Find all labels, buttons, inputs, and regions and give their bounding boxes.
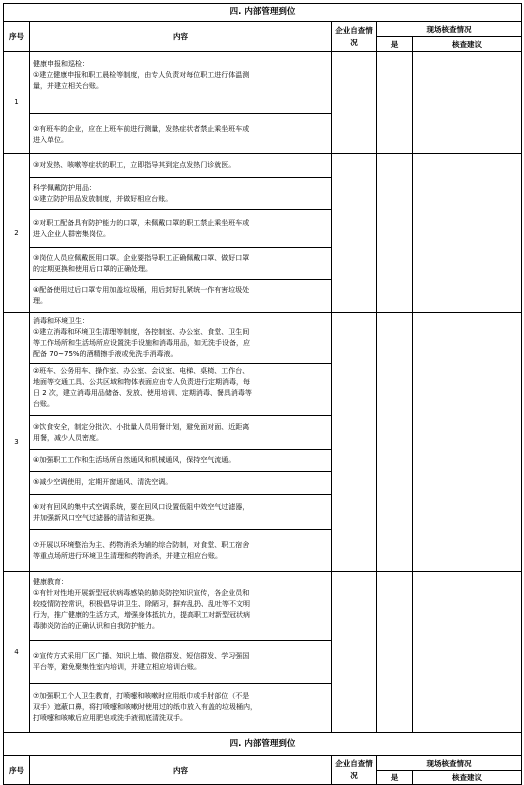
- content-line: 用餐，减少人员密度。: [33, 434, 103, 442]
- content-segment: [30, 684, 331, 732]
- content-segment: [30, 472, 331, 495]
- yes-cell[interactable]: [377, 52, 413, 154]
- content-line: ③对发热、咳嗽等症状的职工，立即指导其到定点发热门诊就医。: [33, 161, 236, 169]
- table-row: [4, 154, 522, 313]
- header-field-check: 现场核查情况: [377, 22, 522, 37]
- row-content: [30, 313, 332, 572]
- content-line: 等工作场所和生活场所应设置洗手设施和消毒用品，如无洗手设备，应: [33, 339, 250, 347]
- content-line: 健康申报和巡检：: [33, 60, 89, 68]
- row-content: [30, 154, 332, 313]
- header-content: 内容: [30, 22, 332, 52]
- content-segment: [30, 364, 331, 416]
- content-line: ⑤减少空调使用，定期开窗通风、清洗空调。: [33, 478, 173, 486]
- repeat-header-seq: 序号: [4, 756, 30, 785]
- header-suggestion: 核查建议: [413, 37, 522, 52]
- header-yes: 是: [377, 37, 413, 52]
- row-seq: 2: [4, 154, 30, 313]
- content-line: ②宣传方式采用厂区广播、知识上墙、微信群发、短信群发、学习强国: [33, 652, 250, 660]
- content-line: 理。: [33, 297, 47, 305]
- content-segment: [30, 416, 331, 450]
- content-line: 打喷嚏和咳嗽后应用肥皂或洗手液彻底清洗双手。: [33, 714, 187, 722]
- content-line: ①建立消毒和环境卫生清理等制度，各控制室、办公室、食堂、卫生间: [33, 328, 250, 336]
- self-check-cell[interactable]: [332, 154, 377, 313]
- content-line: 日 2 次，建立消毒用品储备、发放、使用培训、定期消毒、餐具消毒等: [33, 389, 252, 397]
- repeat-header-field-check: 现场核查情况: [377, 756, 522, 771]
- content-line: ⑥对有回风的集中式空调系统，要在回风口设置低阻中效空气过滤器，: [33, 503, 250, 511]
- repeat-header-yes: 是: [377, 771, 413, 785]
- yes-cell[interactable]: [377, 154, 413, 313]
- content-line: 科学佩戴防护用品：: [33, 184, 96, 192]
- content-line: ③岗位人员应佩戴医用口罩。企业要指导职工正确佩戴口罩、做好口罩: [33, 254, 250, 262]
- content-segment: [30, 114, 331, 153]
- content-line: ①有针对性地开展新型冠状病毒感染的肺炎防控知识宣传，各企业员和: [33, 589, 250, 597]
- content-line: 行为，推广健康的生活方式，增强身体抵抗力，提高职工对新型冠状病: [33, 611, 250, 619]
- content-segment: [30, 572, 331, 641]
- content-line: 的定期更换和使用后口罩的正确处理。: [33, 265, 152, 273]
- content-line: ①建立健康申报和职工晨检等制度，由专人负责对每位职工进行体温测: [33, 71, 250, 79]
- content-line: 较疫情防控常识，积极倡导讲卫生、除陋习，摒弃乱扔、乱吐等不文明: [33, 600, 250, 608]
- content-line: 毒肺炎防治的正确认识和自我防护能力。: [33, 622, 159, 630]
- repeat-header-self-check: 企业自查情况: [332, 756, 377, 785]
- row-content: [30, 572, 332, 733]
- header-self-check: 企业自查情况: [332, 22, 377, 52]
- content-segment: [30, 154, 331, 178]
- content-line: ②有班车的企业，应在上班车前进行测量，发热症状者禁止乘坐班车或: [33, 125, 250, 133]
- suggestion-cell[interactable]: [413, 572, 522, 733]
- row-seq: 4: [4, 572, 30, 733]
- content-line: 消毒和环境卫生：: [33, 317, 89, 325]
- content-line: ②班车、公务用车、操作室、办公室、会议室、电梯、桌椅、工作台、: [33, 367, 250, 375]
- content-line: 等重点场所进行环境卫生清理和药物消杀，并建立相应台账。: [33, 552, 222, 560]
- content-segment: [30, 248, 331, 280]
- row-seq: 1: [4, 52, 30, 154]
- content-segment: [30, 178, 331, 210]
- table-row: [4, 52, 522, 154]
- content-line: 地面等交通工具、公共区域和物体表面应由专人负责进行定期消毒，每: [33, 378, 250, 386]
- row-content: [30, 52, 332, 154]
- content-line: 健康教育：: [33, 578, 68, 586]
- content-segment: [30, 52, 331, 114]
- repeat-header-suggestion: 核查建议: [413, 771, 522, 785]
- suggestion-cell[interactable]: [413, 154, 522, 313]
- self-check-cell[interactable]: [332, 52, 377, 154]
- content-segment: [30, 450, 331, 472]
- row-seq: 3: [4, 313, 30, 572]
- inspection-table: [3, 3, 522, 785]
- yes-cell[interactable]: [377, 313, 413, 572]
- content-line: 并加强新风口空气过滤器的清洁和更换。: [33, 514, 159, 522]
- header-seq: 序号: [4, 22, 30, 52]
- content-segment: [30, 641, 331, 684]
- content-line: ②对职工配备具有防护能力的口罩，未佩戴口罩的职工禁止乘坐班车或: [33, 219, 250, 227]
- content-line: ④配备使用过后口罩专用加盖垃圾桶，用后封好扎紧统一作有害垃圾处: [33, 286, 250, 294]
- content-line: ④加强职工工作和生活场所自然通风和机械通风，保持空气流通。: [33, 456, 236, 464]
- table-row: [4, 572, 522, 733]
- content-line: 量，并建立相关台账。: [33, 82, 103, 90]
- content-line: 双手）遮蔽口鼻，将打喷嚏和咳嗽时使用过的纸巾放入有盖的垃圾桶内，: [33, 703, 257, 711]
- content-line: 进入企业人群密集岗位。: [33, 230, 110, 238]
- suggestion-cell[interactable]: [413, 313, 522, 572]
- table-row: [4, 313, 522, 572]
- content-line: ⑦开展以环境整治为主、药物消杀为辅的综合防制，对食堂、职工宿舍: [33, 541, 250, 549]
- repeat-header-content: 内容: [30, 756, 332, 785]
- content-line: 配备 70~75%的酒精擦手液或免洗手消毒液。: [33, 350, 178, 358]
- content-segment: [30, 210, 331, 248]
- content-line: ③饮食安全，制定分批次、小批量人员用餐计划，避免面对面、近距离: [33, 423, 250, 431]
- content-line: 平台等，避免聚集性室内培训，并建立相应培训台账。: [33, 663, 201, 671]
- self-check-cell[interactable]: [332, 572, 377, 733]
- section-title: 四. 内部管理到位: [4, 4, 522, 22]
- content-segment: [30, 280, 331, 312]
- self-check-cell[interactable]: [332, 313, 377, 572]
- content-line: ①建立防护用品发放制度，并做好相应台账。: [33, 195, 173, 203]
- content-line: 台账。: [33, 400, 54, 408]
- content-line: 进入单位。: [33, 136, 68, 144]
- content-segment: [30, 313, 331, 364]
- content-segment: [30, 530, 331, 571]
- repeat-section-title: 四. 内部管理到位: [4, 733, 522, 756]
- content-line: ⑦加强职工个人卫生教育，打喷嚏和咳嗽时应用纸巾或手肘部位（不是: [33, 692, 250, 700]
- suggestion-cell[interactable]: [413, 52, 522, 154]
- content-segment: [30, 495, 331, 530]
- yes-cell[interactable]: [377, 572, 413, 733]
